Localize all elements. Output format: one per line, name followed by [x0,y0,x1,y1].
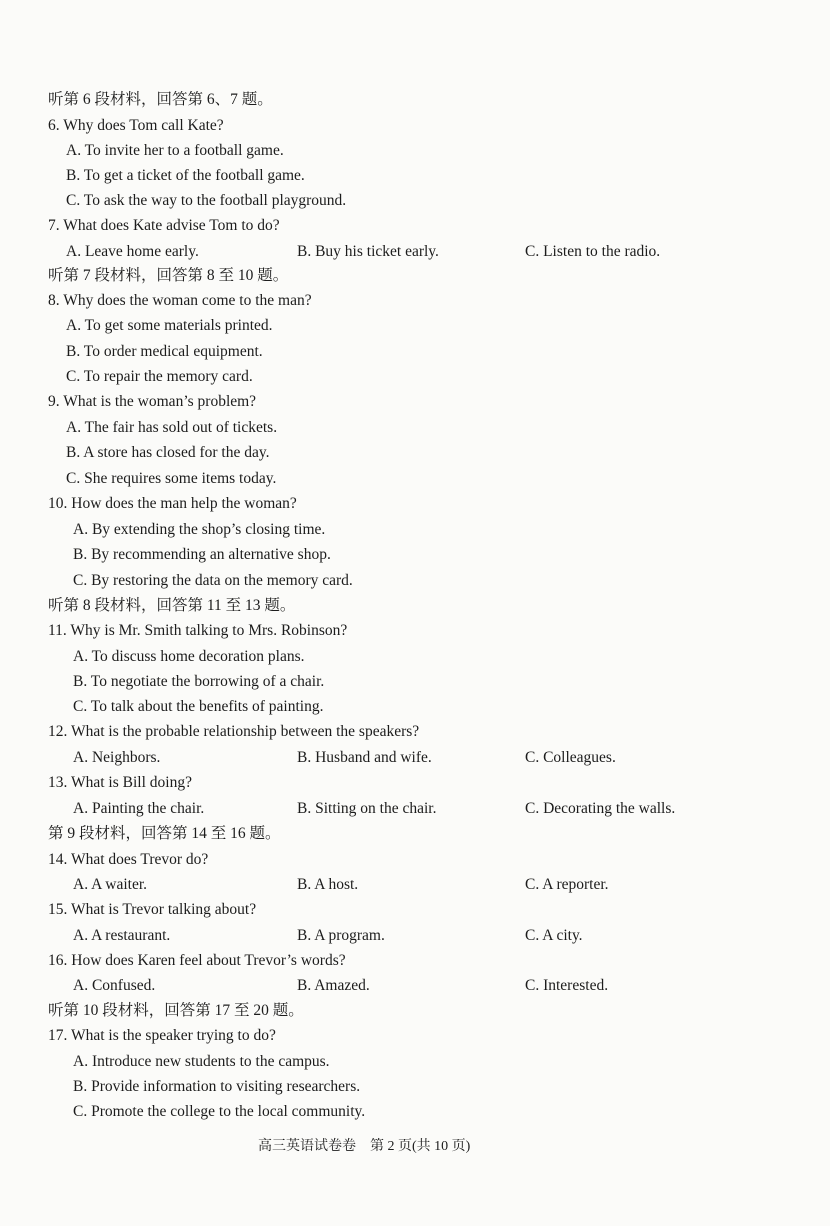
page-footer: 高三英语试卷卷 第 2 页(共 10 页) [258,1139,471,1154]
option-c: C. Promote the college to the local community. [73,1103,366,1120]
option-a: A. To invite her to a football game. [66,142,284,159]
question-stem: 15. What is Trevor talking about? [48,901,257,918]
option-a: A. To get some materials printed. [66,317,273,334]
option-a: A. By extending the shop’s closing time. [73,521,326,538]
option-c: C. A reporter. [525,876,609,893]
option-b: B. A host. [297,876,359,893]
option-b: B. Buy his ticket early. [297,243,439,260]
question-stem: 8. Why does the woman come to the man? [48,292,312,309]
option-c: C. Listen to the radio. [525,243,661,260]
option-b: B. To negotiate the borrowing of a chair. [73,673,325,690]
option-b: B. To order medical equipment. [66,343,263,360]
option-a: A. A restaurant. [73,927,171,944]
option-c: C. Decorating the walls. [525,800,676,817]
option-a: A. Painting the chair. [73,800,205,817]
question-stem: 6. Why does Tom call Kate? [48,117,224,134]
option-b: B. By recommending an alternative shop. [73,546,331,563]
section-header: 听第 8 段材料，回答第 11 至 13 题。 [48,597,296,614]
option-b: B. To get a ticket of the football game. [66,167,305,184]
option-b: B. Husband and wife. [297,749,432,766]
option-c: C. To repair the memory card. [66,368,253,385]
option-c: C. A city. [525,927,583,944]
question-stem: 12. What is the probable relationship between the speakers? [48,723,420,740]
option-a: A. To discuss home decoration plans. [73,648,305,665]
option-c: C. By restoring the data on the memory card. [73,572,353,589]
question-stem: 13. What is Bill doing? [48,774,192,791]
question-stem: 9. What is the woman’s problem? [48,393,257,410]
option-a: A. Confused. [73,977,156,994]
question-stem: 17. What is the speaker trying to do? [48,1027,276,1044]
option-b: B. Provide information to visiting researchers. [73,1078,361,1095]
option-b: B. Amazed. [297,977,370,994]
section-header: 听第 7 段材料，回答第 8 至 10 题。 [48,267,289,284]
option-c: C. To talk about the benefits of painting. [73,698,324,715]
option-a: A. The fair has sold out of tickets. [66,419,278,436]
option-b: B. A store has closed for the day. [66,444,270,461]
section-header: 听第 6 段材料，回答第 6、7 题。 [48,91,273,108]
option-a: A. Leave home early. [66,243,199,260]
question-stem: 10. How does the man help the woman? [48,495,297,512]
question-stem: 11. Why is Mr. Smith talking to Mrs. Robinson? [48,622,348,639]
option-a: A. Neighbors. [73,749,161,766]
section-header: 第 9 段材料，回答第 14 至 16 题。 [48,825,281,842]
option-c: C. Interested. [525,977,609,994]
question-stem: 14. What does Trevor do? [48,851,209,868]
option-c: C. She requires some items today. [66,470,277,487]
option-a: A. Introduce new students to the campus. [73,1053,330,1070]
section-header: 听第 10 段材料，回答第 17 至 20 题。 [48,1002,304,1019]
question-stem: 7. What does Kate advise Tom to do? [48,217,280,234]
option-b: B. Sitting on the chair. [297,800,437,817]
question-stem: 16. How does Karen feel about Trevor’s words? [48,952,346,969]
option-c: C. To ask the way to the football playground. [66,192,347,209]
option-b: B. A program. [297,927,385,944]
option-a: A. A waiter. [73,876,148,893]
option-c: C. Colleagues. [525,749,616,766]
